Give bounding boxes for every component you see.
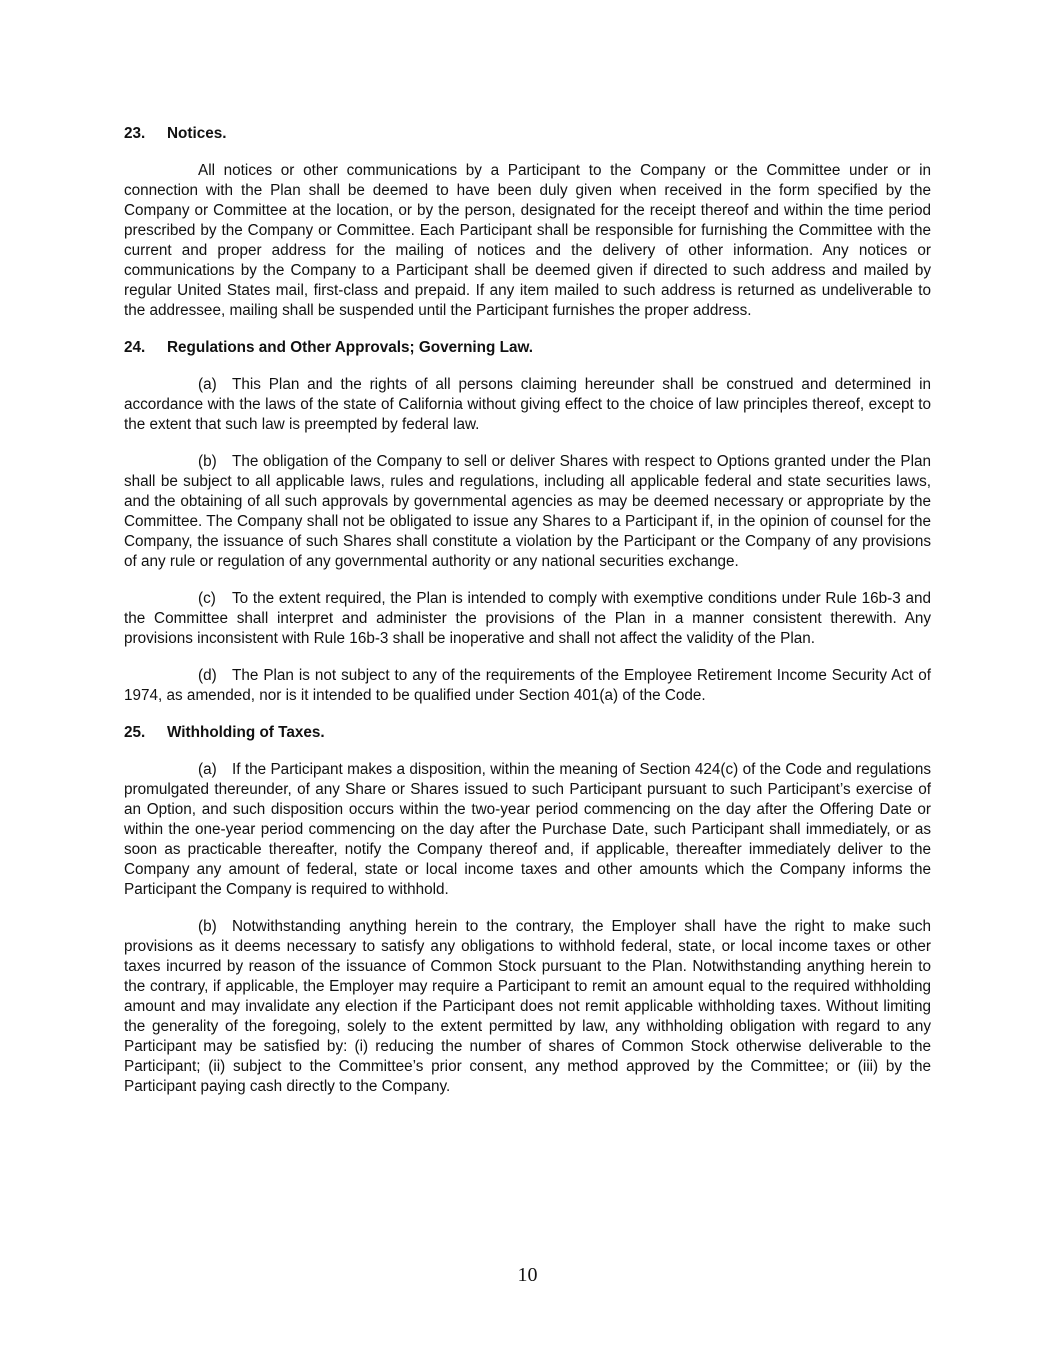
section-heading [124,124,931,144]
section-title: Regulations and Other Approvals; Governing Law. [167,339,534,356]
section-24 [124,338,931,706]
paragraph-label: (a) [198,376,217,393]
section-number: 23. [124,125,146,142]
paragraph-text: To the extent required, the Plan is intended to comply with exemptive conditions under Rule 16b-3 and the Committee shall interpret and administer the provisions of the Plan in a manner consistent therewith. Any provisions inconsistent with Rule 16b-3 shall be inoperative and shall not affect the validity of the Plan. [124,590,931,647]
paragraph-text: The Plan is not subject to any of the requirements of the Employee Retirement Income Security Act of 1974, as amended, nor is it intended to be qualified under Section 401(a) of the Code. [124,667,931,704]
subsection-paragraph [124,452,931,572]
section-number: 25. [124,724,146,741]
paragraph-label: (c) [198,590,216,607]
section-title: Withholding of Taxes. [167,724,325,741]
paragraph-text: The obligation of the Company to sell or deliver Shares with respect to Options granted under the Plan shall be subject to all applicable laws, rules and regulations, including all applicable federal and state securities laws, and the obtaining of all such approvals by governmental agencies as may be deemed necessary or appropriate by the Committee. The Company shall not be obligated to issue any Shares to a Participant if, in the opinion of counsel for the Company, the issuance of such Shares shall constitute a violation by the Participant or the Company of any provisions of any rule or regulation of any governmental authority or any national securities exchange. [124,453,931,570]
section-paragraph [124,161,931,321]
section-23 [124,124,931,321]
subsection-paragraph [124,666,931,706]
paragraph-text: This Plan and the rights of all persons claiming hereunder shall be construed and determined in accordance with the laws of the state of California without giving effect to the choice of law principles thereof, except to the extent that such law is preempted by federal law. [124,376,931,433]
subsection-paragraph [124,375,931,435]
paragraph-label: (d) [198,667,217,684]
paragraph-text: If the Participant makes a disposition, within the meaning of Section 424(c) of the Code and regulations promulgated thereunder, of any Share or Shares issued to such Participant pursuant to such Participant’s exercise of an Option, and such disposition occurs within the two-year period commencing on the day after the Offering Date or within the one-year period commencing on the day after the Purchase Date, such Participant shall immediately, or as soon as practicable thereafter, notify the Company thereof and, if applicable, thereafter immediately deliver to the Company any amount of federal, state or local income taxes and other amounts which the Company informs the Participant the Company is required to withhold. [124,761,931,898]
paragraph-label: (a) [198,761,217,778]
paragraph-label: (b) [198,453,217,470]
document-page [124,124,931,1114]
subsection-paragraph [124,917,931,1097]
subsection-paragraph [124,589,931,649]
section-25 [124,723,931,1097]
paragraph-label: (b) [198,918,217,935]
paragraph-text: All notices or other communications by a Participant to the Company or the Committee under or in connection with the Plan shall be deemed to have been duly given when received in the form specified by the Company or Committee at the location, or by the person, designated for the receipt thereof and within the time period prescribed by the Company or Committee. Each Participant shall be responsible for furnishing the Committee with the current and proper address for the mailing of notices and the delivery of other information. Any notices or communications by the Company to a Participant shall be deemed given if directed to such address and mailed by regular United States mail, first-class and prepaid. If any item mailed to such address is returned as undeliverable to the addressee, mailing shall be suspended until the Participant furnishes the proper address. [124,162,931,319]
paragraph-text: Notwithstanding anything herein to the contrary, the Employer shall have the right to make such provisions as it deems necessary to satisfy any obligations to withhold federal, state, or local income taxes or other taxes incurred by reason of the issuance of Common Stock pursuant to the Plan. Notwithstanding anything herein to the contrary, if applicable, the Employer may require a Participant to remit an amount equal to the required withholding amount and may invalidate any election if the Participant does not remit applicable withholding taxes. Without limiting the generality of the foregoing, solely to the extent permitted by law, any withholding obligation with regard to any Participant may be satisfied by: (i) reducing the number of shares of Common Stock otherwise deliverable to the Participant; (ii) subject to the Committee’s prior consent, any method approved by the Committee; or (iii) by the Participant paying cash directly to the Company. [124,918,931,1095]
section-number: 24. [124,339,146,356]
subsection-paragraph [124,760,931,900]
page-number: 10 [517,1264,538,1286]
section-heading [124,338,931,358]
section-title: Notices. [167,125,227,142]
section-heading [124,723,931,743]
